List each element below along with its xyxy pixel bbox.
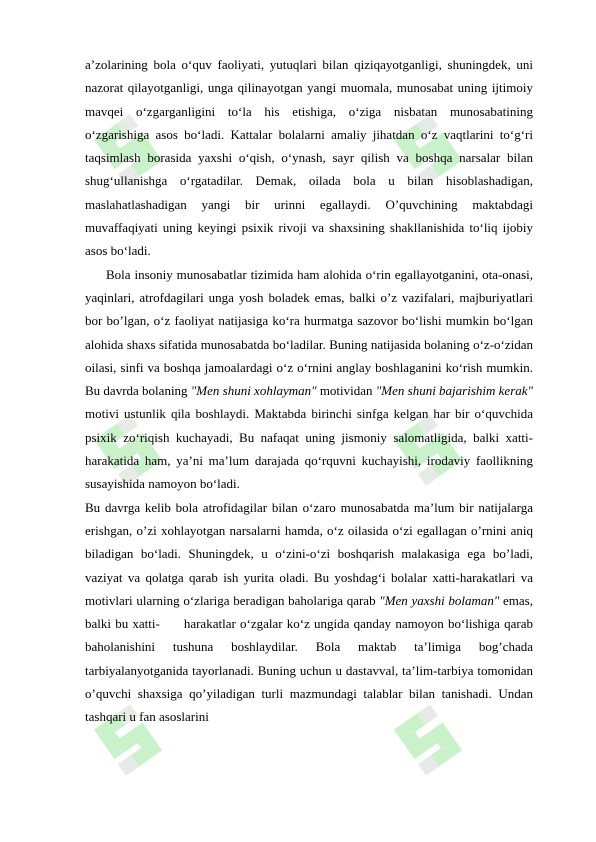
text-run: emas, balki bu xatti-	[85, 592, 533, 632]
italic-quote: "Men shuni bajarishim kerak"	[375, 383, 533, 399]
paragraph	[85, 263, 533, 496]
text-run: Bu davrga kelib bola atrofidagilar bilan o‘zaro munosabatda ma’lum bir natijalarga erishgan, o’zi xohlayotgan narsalarni hamda, o‘z oilasida o‘zi egallagan o’rnini aniq biladigan bo‘ladi. Shuningdek, u o‘zini-o‘zi boshqarish malakasiga ega bo’ladi, vaziyat va qolatga qarab ish yurita oladi. Bu yoshdag‘i bolalar xatti-harakatlari va motivlari ularning o‘zlariga beradigan baholariga qarab	[85, 499, 533, 608]
paragraph	[85, 496, 533, 729]
text-run: motivi ustunlik qila boshlaydi. Maktabda birinchi sinfga kelgan har bir o‘quvchida psixik zo‘riqish kuchayadi, Bu nafaqat uning jismoniy salomatligida, balki xatti-harakatida ham, ya’ni ma’lum darajada qo‘rquvni kuchayishi, irodaviy faollikning susayishida namoyon bo‘ladi.	[85, 406, 533, 492]
text-run: a’zolarining bola o‘quv faoliyati, yutuqlari bilan qiziqayotganligi, shuningdek, uni nazorat qilayotganligi, unga qilinayotgan yangi muomala, munosabat uning ijtimoiy mavqei o‘zgarganligini to‘la his etishiga, o‘ziga nisbatan munosabatining o‘zgarishiga asos bo‘ladi. Kattalar bolalarni amaliy jihatdan o‘z vaqtlarini to‘g‘ri taqsimlash borasida yaxshi o‘qish, o‘ynash, sayr qilish va boshqa narsalar bilan shug‘ullanishga o‘rgatadilar. Demak, oilada bola u bilan hisoblashadigan, maslahatlashadigan yangi bir urinni egallaydi. O’quvchining maktabdagi muvaffaqiyati uning keyingi psixik rivoji va shaxsining shakllanishida to‘liq ijobiy asos bo‘ladi.	[85, 57, 533, 259]
text-run: harakatlar o‘zgalar ko‘z ungida qanday namoyon bo‘lishiga qarab baholanishini tushuna boshlaydilar. Bola maktab ta’limiga bog’chada tarbiyalanyotganida tayorlanadi. Buning uchun u dastavval, ta’lim-tarbiya tomonidan o’quvchi shaxsiga qo’yiladigan turli mazmundagi talablar bilan tanishadi. Undan tashqari u fan asoslarini	[85, 616, 533, 725]
text-run: Bola insoniy munosabatlar tizimida ham alohida o‘rin egallayotganini, ota-onasi, yaqinlari, atrofdagilari unga yosh boladek emas, balki o’z vazifalari, majburiyatlari bor bo’lgan, o‘z faoliyat natijasiga ko‘ra hurmatga sazovor bo‘lishi mumkin bo‘lgan alohida shaxs sifatida munosabatda bo‘ladilar. Buning natijasida bolaning o‘z-o‘zidan oilasi, sinfi va boshqa jamoalardagi o‘z o‘rnini anglay boshlaganini ko‘rish mumkin. Bu davrda bolaning	[85, 266, 533, 399]
paragraph	[85, 53, 533, 263]
text-run: motividan	[316, 383, 376, 399]
body-text	[85, 53, 533, 729]
italic-quote: "Men yaxshi bolaman"	[379, 592, 500, 608]
italic-quote: "Men shuni xohlayman"	[190, 383, 317, 399]
